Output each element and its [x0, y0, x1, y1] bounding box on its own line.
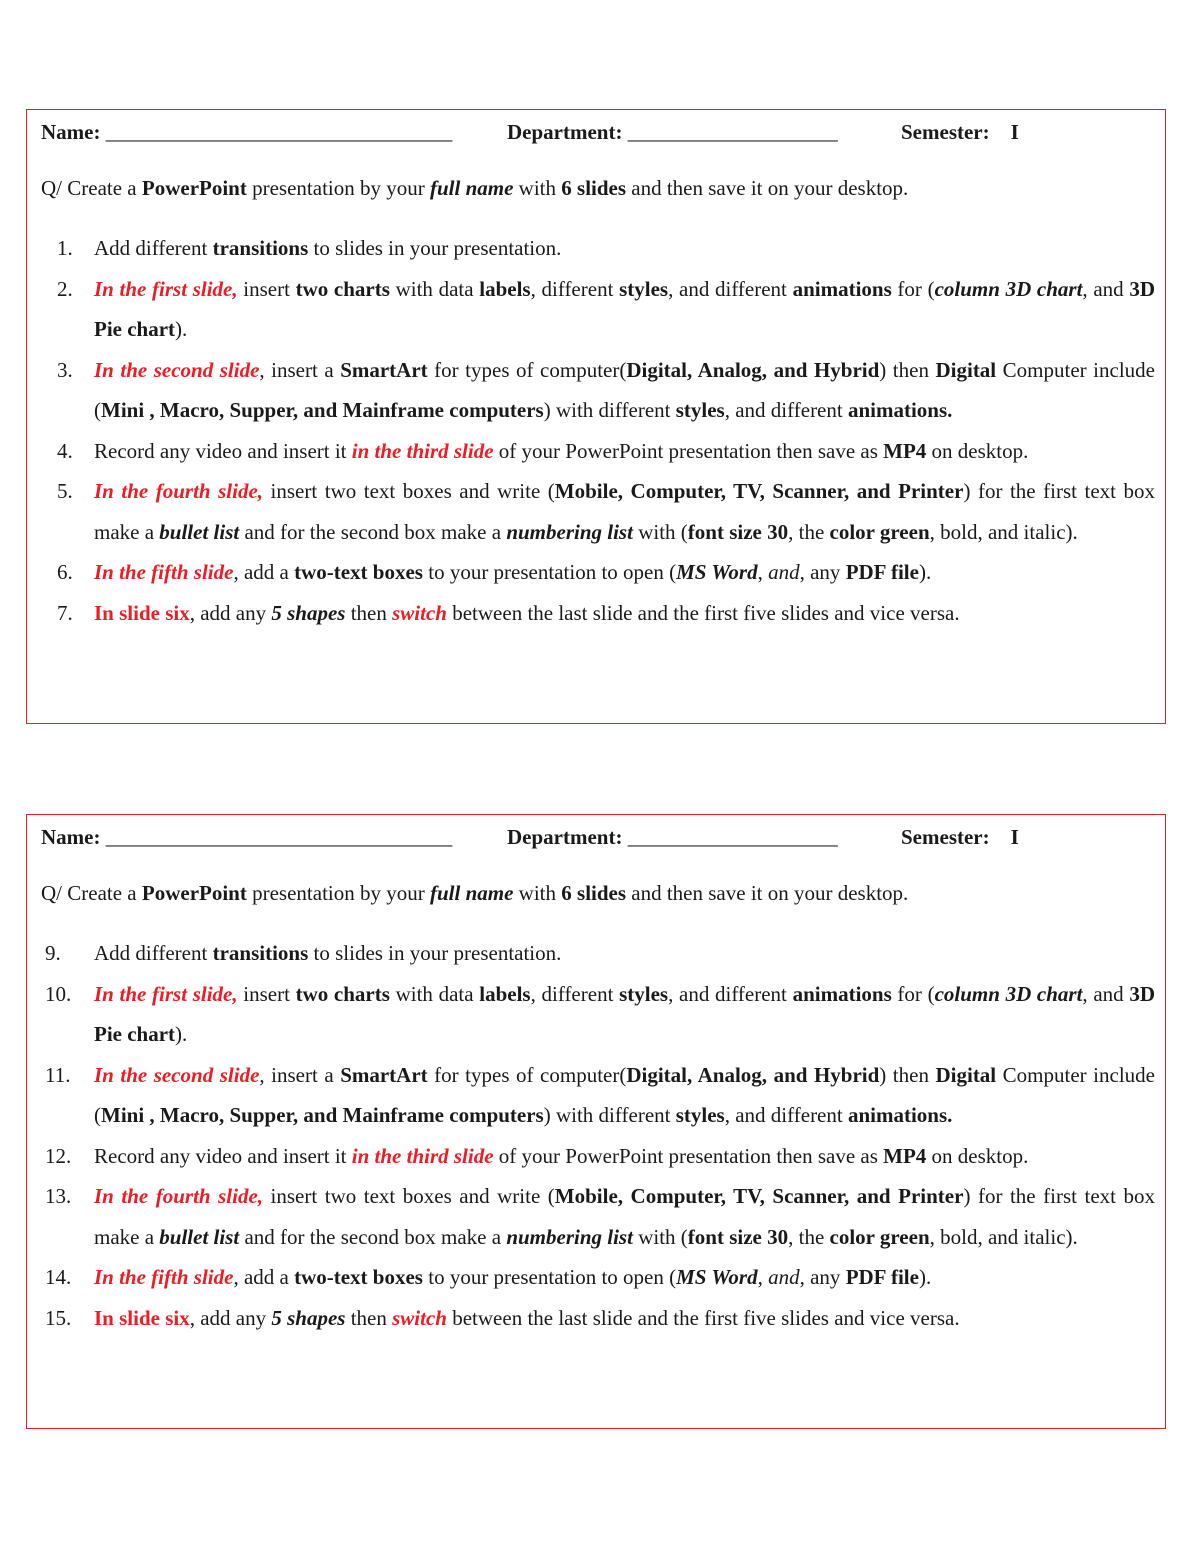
- task-item: 1. Add different transitions to slides in your presentation.: [57, 236, 562, 260]
- department-blank: ____________________: [627, 825, 838, 849]
- task-item: 11. In the second slide, insert a SmartArt for types of computer(Digital, Analog, and Hybrid) then Digital Computer include (Mini , Macro, Supper, and Mainframe computers) with different styles, and different animations.: [45, 1062, 1155, 1127]
- department-label: Department:: [507, 825, 623, 849]
- assignment-box-1: [26, 109, 1166, 724]
- task-item: 13. In the fourth slide, insert two text boxes and write (Mobile, Computer, TV, Scanner, and Printer) for the first text box make a bullet list and for the second box make a numbering list with (font size 30, the color green, bold, and italic).: [45, 1184, 1155, 1249]
- task-list: [41, 933, 1155, 1338]
- name-label: Name:: [41, 120, 101, 144]
- name-blank: _________________________________: [105, 120, 453, 144]
- task-item: 15. In slide six, add any 5 shapes then switch between the last slide and the first five slides and vice versa.: [45, 1305, 960, 1330]
- assignment-box-2: [26, 814, 1166, 1429]
- semester-value: I: [1010, 120, 1019, 144]
- semester-value: I: [1010, 825, 1019, 849]
- task-item: 4. Record any video and insert it in the third slide of your PowerPoint presentation then save as MP4 on desktop.: [57, 438, 1029, 463]
- task-item: 7. In slide six, add any 5 shapes then switch between the last slide and the first five slides and vice versa.: [57, 600, 960, 625]
- task-item: 2. In the first slide, insert two charts with data labels, different styles, and different animations for (column 3D chart, and 3D Pie chart).: [57, 276, 1155, 341]
- task-item: 14. In the fifth slide, add a two-text boxes to your presentation to open (MS Word, and, any PDF file).: [45, 1265, 932, 1289]
- task-item: 3. In the second slide, insert a SmartArt for types of computer(Digital, Analog, and Hybrid) then Digital Computer include (Mini , Macro, Supper, and Mainframe computers) with different styles, and different animations.: [57, 357, 1155, 422]
- task-list: [41, 228, 1155, 633]
- student-info-header: [41, 825, 1019, 850]
- semester-label: Semester:: [901, 825, 990, 849]
- department-label: Department:: [507, 120, 623, 144]
- question-text: Q/ Create a PowerPoint presentation by your full name with 6 slides and then save it on your desktop.: [41, 176, 909, 200]
- task-item: 6. In the fifth slide, add a two-text boxes to your presentation to open (MS Word, and, any PDF file).: [57, 560, 932, 584]
- task-item: 9. Add different transitions to slides in your presentation.: [45, 941, 562, 965]
- question-text: Q/ Create a PowerPoint presentation by your full name with 6 slides and then save it on your desktop.: [41, 881, 909, 905]
- department-blank: ____________________: [627, 120, 838, 144]
- task-item: 10. In the first slide, insert two charts with data labels, different styles, and different animations for (column 3D chart, and 3D Pie chart).: [45, 981, 1155, 1046]
- name-label: Name:: [41, 825, 101, 849]
- task-item: 5. In the fourth slide, insert two text boxes and write (Mobile, Computer, TV, Scanner, and Printer) for the first text box make a bullet list and for the second box make a numbering list with (font size 30, the color green, bold, and italic).: [57, 479, 1155, 544]
- task-item: 12. Record any video and insert it in the third slide of your PowerPoint presentation then save as MP4 on desktop.: [45, 1143, 1029, 1168]
- name-blank: _________________________________: [105, 825, 453, 849]
- semester-label: Semester:: [901, 120, 990, 144]
- student-info-header: [41, 120, 1019, 145]
